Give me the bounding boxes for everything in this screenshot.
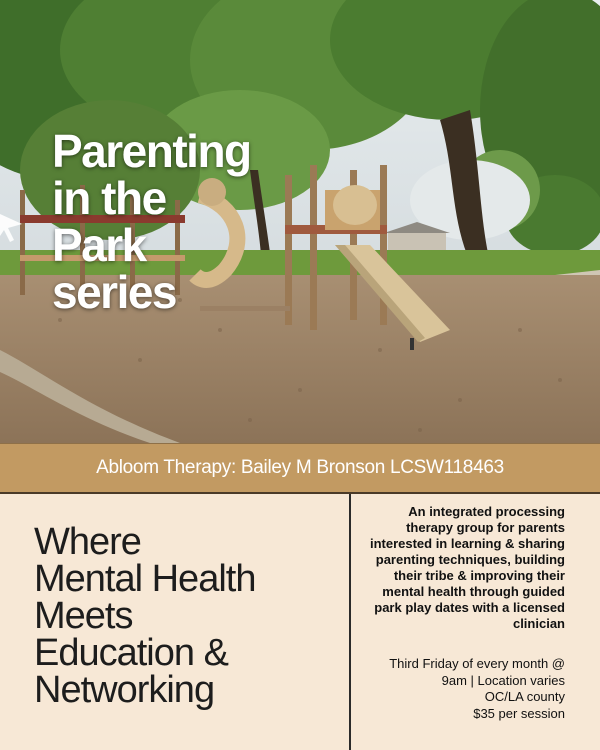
program-description: An integrated processing therapy group for parents interested in learning & sharing parenting techniques, building their tribe & improving their mental health through guided park play dates with a licensed clinician [369,504,565,631]
hero-title-line-2: in the [52,172,166,224]
tagline [34,521,256,711]
schedule-text: Third Friday of every month @ 9am | Location varies [389,656,565,688]
tagline-line-2: Mental Health [34,558,256,600]
provider-banner-text: Abloom Therapy: Bailey M Bronson LCSW118463 [96,457,504,478]
provider-banner [0,443,600,494]
hero-title-line-4: series [52,266,177,318]
area-text: OC/LA county [484,689,565,704]
info-section [0,494,600,750]
hero-title [52,125,251,318]
tagline-line-5: Networking [34,669,215,711]
tagline-line-3: Meets [34,595,133,637]
tagline-line-4: Education & [34,632,228,674]
price-text: $35 per session [473,705,565,721]
vertical-divider [349,494,351,750]
program-details [362,656,565,722]
tagline-line-1: Where [34,521,141,563]
hero-title-line-3: Park [52,219,146,271]
hero-title-line-1: Parenting [52,125,251,177]
